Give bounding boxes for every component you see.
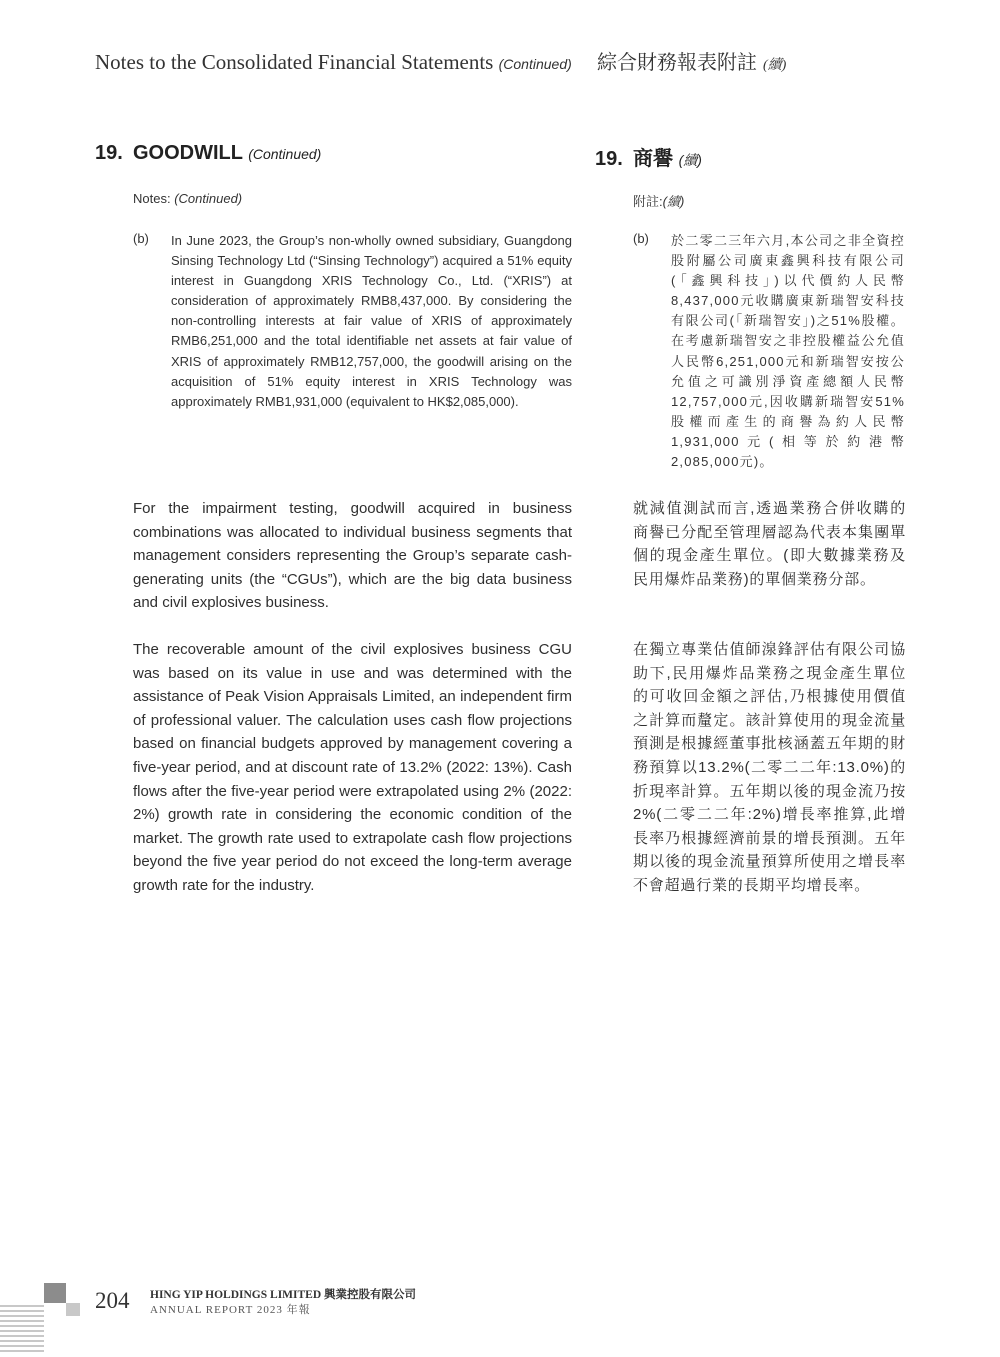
- footer-company: HING YIP HOLDINGS LIMITED 興業控股有限公司: [150, 1289, 417, 1301]
- recoverable-paragraph-zh: 在獨立專業估值師湶鋒評估有限公司協助下,民用爆炸品業務之現金產生單位的可收回金額之評估,乃根據使用價值之計算而釐定。該計算使用的現金流量預測是根據經董事批核涵蓋五年期的財務預算以13.2%(二零二二年:13.0%)的折現率計算。五年期以後的現金流乃按2%(二零二二年:2%)增長率推算,此增長率乃根據經濟前景的增長預測。五年期以後的現金流量預算所使用之增長率不會超過行業的長期平均增長率。: [633, 641, 906, 894]
- note-b-text-zh: 於二零二三年六月,本公司之非全資控股附屬公司廣東鑫興科技有限公司(「鑫興科技」)以代價約人民幣8,437,000元收購廣東新瑞智安科技有限公司(「新瑞智安」)之51%股權。在考慮新瑞智安之非控股權益公允值人民幣6,251,000元和新瑞智安按公允值之可識別淨資產總額人民幣12,757,000元,因收購新瑞智安51%股權而產生的商譽為約人民幣1,931,000元(相等於約港幣2,085,000元)。: [671, 233, 905, 470]
- footer-square-light: [66, 1303, 80, 1316]
- footer-report: ANNUAL REPORT 2023 年報: [150, 1304, 311, 1316]
- section-number-en: 19.: [95, 142, 123, 164]
- notes-label-zh: [633, 191, 945, 210]
- note-b-marker-zh: (b): [633, 231, 649, 246]
- section-heading-zh: [595, 142, 907, 171]
- header-continued-en: (Continued): [498, 56, 572, 72]
- notes-label-en-text: Notes:: [133, 191, 171, 206]
- impairment-paragraph-en: For the impairment testing, goodwill acquired in business combinations was allocated to individual business segments that management considers representing the Group’s separate cash-generating units (the “CGUs”), which are the big data business and civil explosives business.: [133, 500, 572, 612]
- running-header: [95, 46, 815, 75]
- note-b-text-en: In June 2023, the Group’s non-wholly owned subsidiary, Guangdong Sinsing Technology Ltd (“Sinsing Technology”) acquired a 51% equity interest in Guangdong XRIS Technology Co., Ltd. (“XRIS”) at consideration of approximately RMB8,437,000. By considering the non-controlling interests at fair value of XRIS of approximately RMB6,251,000 and the total identifiable net assets at fair value of XRIS of approximately RMB12,757,000, the goodwill arising on the acquisition of 51% equity interest in XRIS Technology was approximately RMB1,931,000 (equivalent to HK$2,085,000).: [171, 233, 572, 409]
- section-continued-zh: (續): [678, 152, 702, 168]
- header-continued-zh: (續): [763, 58, 787, 73]
- note-b-marker-en: (b): [133, 231, 149, 246]
- footer-decoration: [0, 1283, 80, 1357]
- section-heading-en: [95, 142, 573, 165]
- footer-stripes: [0, 1305, 44, 1352]
- notes-continued-zh: (續): [662, 194, 685, 209]
- impairment-paragraph-zh: 就減值測試而言,透過業務合併收購的商譽已分配至管理層認為代表本集團單個的現金產生單位。(即大數據業務及民用爆炸品業務)的單個業務分部。: [633, 500, 906, 588]
- section-title-zh: 商譽: [633, 148, 673, 170]
- section-number-zh: 19.: [595, 148, 623, 170]
- section-continued-en: (Continued): [248, 146, 322, 162]
- notes-label-zh-text: 附註:: [633, 194, 663, 209]
- notes-label-en: [133, 191, 611, 206]
- header-title-en: Notes to the Consolidated Financial Statements: [95, 50, 494, 74]
- header-title-zh: 綜合財務報表附註: [597, 52, 758, 74]
- footer-square-dark: [44, 1283, 66, 1303]
- recoverable-paragraph-en: The recoverable amount of the civil explosives business CGU was based on its value in use and was determined with the assistance of Peak Vision Appraisals Limited, an independent firm of professional valuer. The calculation uses cash flow projections based on financial budgets approved by management covering a five-year period, and at discount rate of 13.2% (2022: 13%). Cash flows after the five-year period were extrapolated using 2% (2022: 2%) growth rate in considering the economic condition of the market. The growth rate used to extrapolate cash flow projections beyond the five year period do not exceed the long-term average growth rate for the industry.: [133, 641, 572, 894]
- notes-continued-en: (Continued): [174, 191, 243, 206]
- section-title-en: GOODWILL: [133, 142, 243, 164]
- page-number: 204: [95, 1288, 130, 1313]
